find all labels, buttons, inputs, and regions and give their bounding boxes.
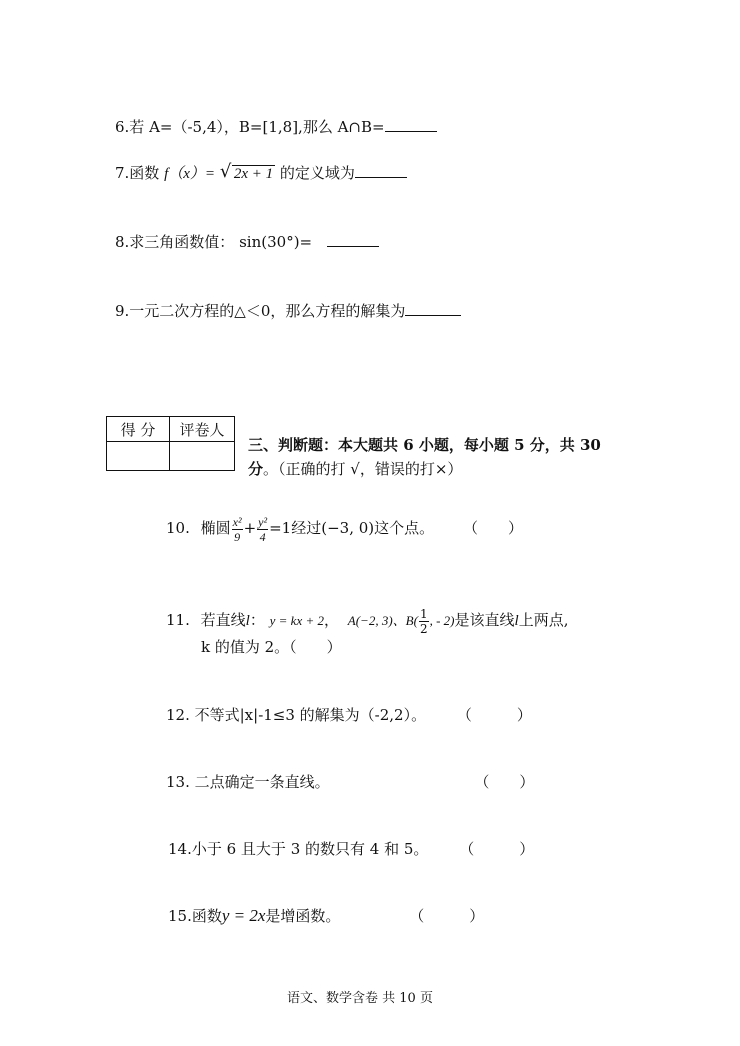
- line-equation: y = kx + 2: [269, 613, 324, 628]
- answer-blank-9[interactable]: [405, 314, 461, 316]
- point-expression: (−3, 0): [321, 519, 375, 537]
- question-7: [115, 162, 407, 183]
- score-cell[interactable]: [107, 442, 170, 471]
- colon: ：: [249, 611, 265, 629]
- score-header: 得 分: [107, 417, 170, 442]
- question-14: [168, 838, 534, 859]
- sqrt-icon: √: [219, 161, 232, 182]
- question-11-line2: k 的值为 2。（ ）: [201, 638, 342, 656]
- answer-paren-10[interactable]: （ ）: [462, 519, 523, 537]
- question-15: [168, 905, 484, 926]
- question-15-prefix: 15.函数: [168, 907, 222, 925]
- page-footer: 语文、数学含卷 共 10 页: [287, 991, 433, 1006]
- question-10-mid: 经过: [291, 519, 322, 537]
- question-11-text-a: 若直线: [200, 611, 246, 629]
- question-6: [115, 116, 437, 137]
- section-3-heading-line1: 三、判断题：本大题共 6 小题，每小题 5 分，共 30: [248, 436, 601, 454]
- question-15-suffix: 是增函数。: [265, 907, 341, 925]
- question-9-text: 9.一元二次方程的△＜0，那么方程的解集为: [115, 302, 406, 320]
- question-11-number: 11.: [166, 611, 190, 629]
- trig-expression: sin(30°)=: [239, 233, 313, 251]
- question-7-suffix: 的定义域为: [279, 164, 355, 182]
- section-3-heading-line2: [248, 458, 462, 479]
- answer-blank-6[interactable]: [385, 130, 437, 132]
- answer-paren-13[interactable]: （ ）: [474, 773, 535, 791]
- question-10-end: 这个点。: [374, 519, 435, 537]
- question-11-text-c: 上两点,: [518, 611, 569, 629]
- question-10: [166, 506, 523, 550]
- line-symbol: l: [245, 613, 250, 629]
- plus-sign: +: [243, 519, 257, 537]
- question-13: [166, 771, 534, 792]
- question-12: [166, 704, 532, 725]
- question-6-text: 6.若 A=（-5,4），B=[1,8],那么 A∩B=: [115, 118, 385, 136]
- question-10-label: 椭圆: [200, 519, 231, 537]
- function-expression: f（x）=: [164, 166, 216, 182]
- grader-header: 评卷人: [170, 417, 235, 442]
- point-a: A(−2, 3)、B(: [347, 613, 418, 628]
- answer-blank-8[interactable]: [327, 245, 379, 247]
- function-expression-15: y = 2x: [221, 906, 266, 925]
- section-3-line2-rest: 。（正确的打 √，错误的打×）: [263, 460, 463, 478]
- question-8: [115, 231, 379, 252]
- question-13-text: 13. 二点确定一条直线。: [166, 773, 330, 791]
- question-14-text: 14.小于 6 且大于 3 的数只有 4 和 5。: [168, 840, 429, 858]
- section-3-line2-bold: 分: [248, 460, 264, 478]
- fraction-y2-over-4: $\frac{\text{y²}}{4}$: [258, 514, 268, 544]
- score-table: [106, 416, 235, 471]
- answer-paren-14[interactable]: （ ）: [459, 840, 535, 858]
- question-11-text-b: 是该直线: [454, 611, 515, 629]
- question-9: [115, 300, 461, 321]
- question-10-number: 10.: [166, 519, 190, 537]
- question-7-prefix: 7.函数: [115, 164, 160, 182]
- line-symbol-2: l: [514, 613, 519, 629]
- point-b-rest: , - 2): [429, 613, 455, 628]
- answer-blank-7[interactable]: [355, 176, 407, 178]
- comma: ，: [323, 611, 339, 629]
- fraction-x2-over-9: $\frac{\text{x²}}{9}$: [232, 514, 242, 544]
- question-12-text: 12. 不等式|x|-1≤3 的解集为（-2,2）。: [166, 706, 427, 724]
- answer-paren-12[interactable]: （ ）: [456, 706, 532, 724]
- equals-one: =1: [269, 519, 292, 537]
- sqrt-expression: [219, 161, 275, 183]
- answer-paren-15[interactable]: （ ）: [409, 907, 485, 925]
- fraction-one-half: $\frac{1}{2}$: [419, 606, 428, 636]
- question-8-prefix: 8.求三角函数值：: [115, 233, 235, 251]
- grader-cell[interactable]: [170, 442, 235, 471]
- radicand: 2x + 1: [233, 166, 274, 182]
